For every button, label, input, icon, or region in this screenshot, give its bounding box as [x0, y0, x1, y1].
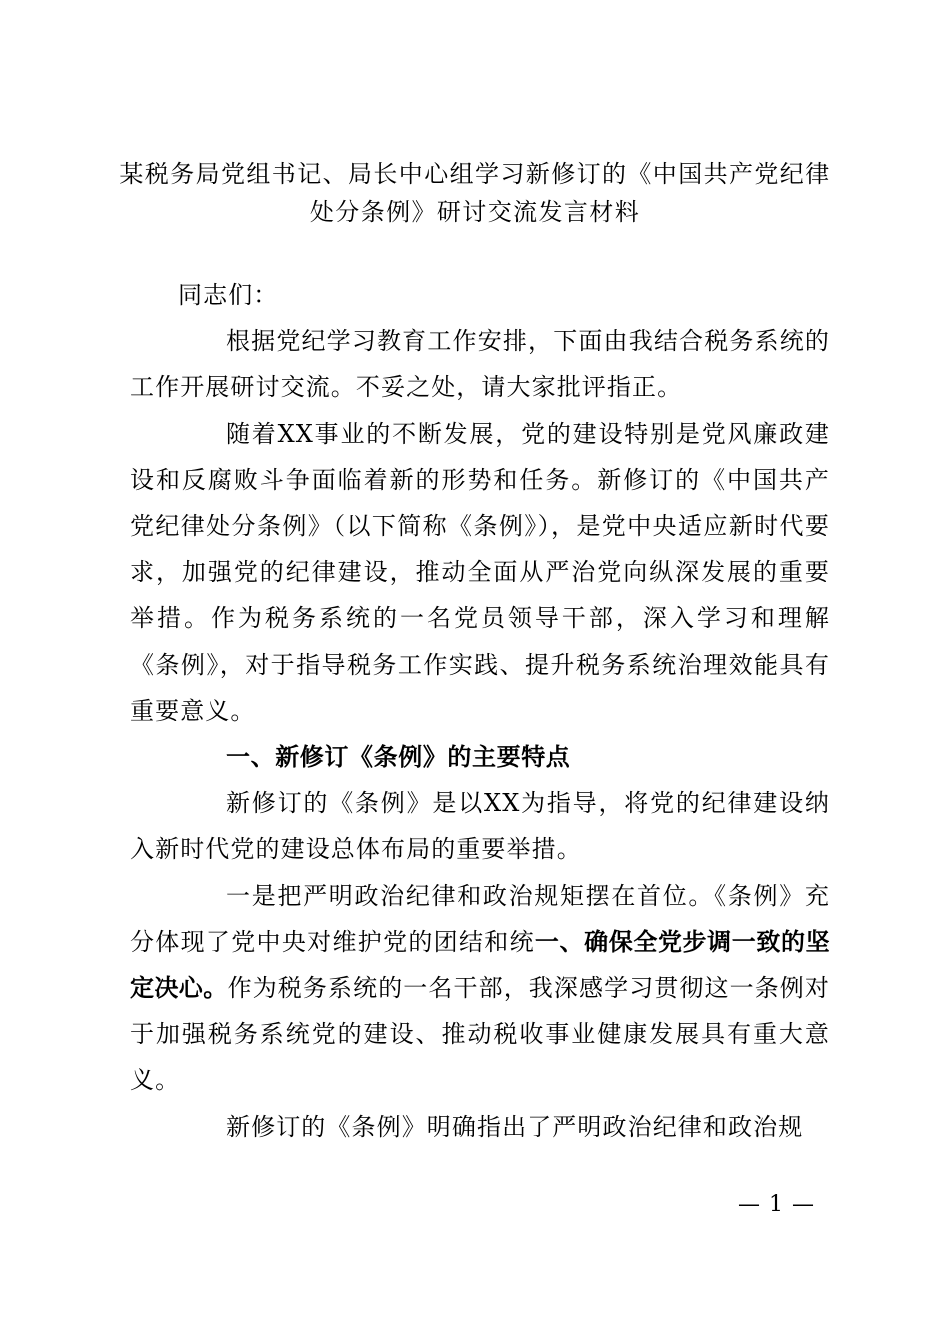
paragraph-point-1	[130, 873, 830, 1104]
section-heading-1: 一、新修订《条例》的主要特点	[226, 743, 571, 772]
point-1-tail: 作为税务系统的一名干部，我深感学习贯彻这一条例对于加强税务系统党的建设、推动税收事业健康发展具有重大意义。	[130, 974, 831, 1095]
point-1-bold: 一、确保全党步调一致的坚定决心。	[130, 927, 830, 1003]
paragraph-background: 随着XX事业的不断发展，党的建设特别是党风廉政建设和反腐败斗争面临着新的形势和任务。新修订的《中国共产党纪律处分条例》（以下简称《条例》），是党中央适应新时代要求，加强党的纪律建设，推动全面从严治党向纵深发展的重要举措。作为税务系统的一名党员领导干部，深入学习和理解《条例》，对于指导税务工作实践、提升税务系统治理效能具有重要意义。	[130, 419, 830, 725]
paragraph-section1-intro: 新修订的《条例》是以XX为指导，将党的纪律建设纳入新时代党的建设总体布局的重要举措。	[130, 789, 830, 864]
salutation: 同志们：	[178, 281, 279, 309]
page-number: — 1 —	[738, 1192, 815, 1217]
document-title: 某税务局党组书记、局长中心组学习新修订的《中国共产党纪律处分条例》研讨交流发言材料	[119, 160, 831, 226]
point-1-lead: 一是把严明政治纪律和政治规矩摆在首位。《条例》充分体现了党中央对维护党的团结和统	[130, 881, 830, 956]
document-body	[130, 272, 830, 1150]
paragraph-intro: 根据党纪学习教育工作安排，下面由我结合税务系统的工作开展研讨交流。不妥之处，请大家批评指正。	[130, 327, 830, 402]
paragraph-last: 新修订的《条例》明确指出了严明政治纪律和政治规	[226, 1112, 804, 1141]
